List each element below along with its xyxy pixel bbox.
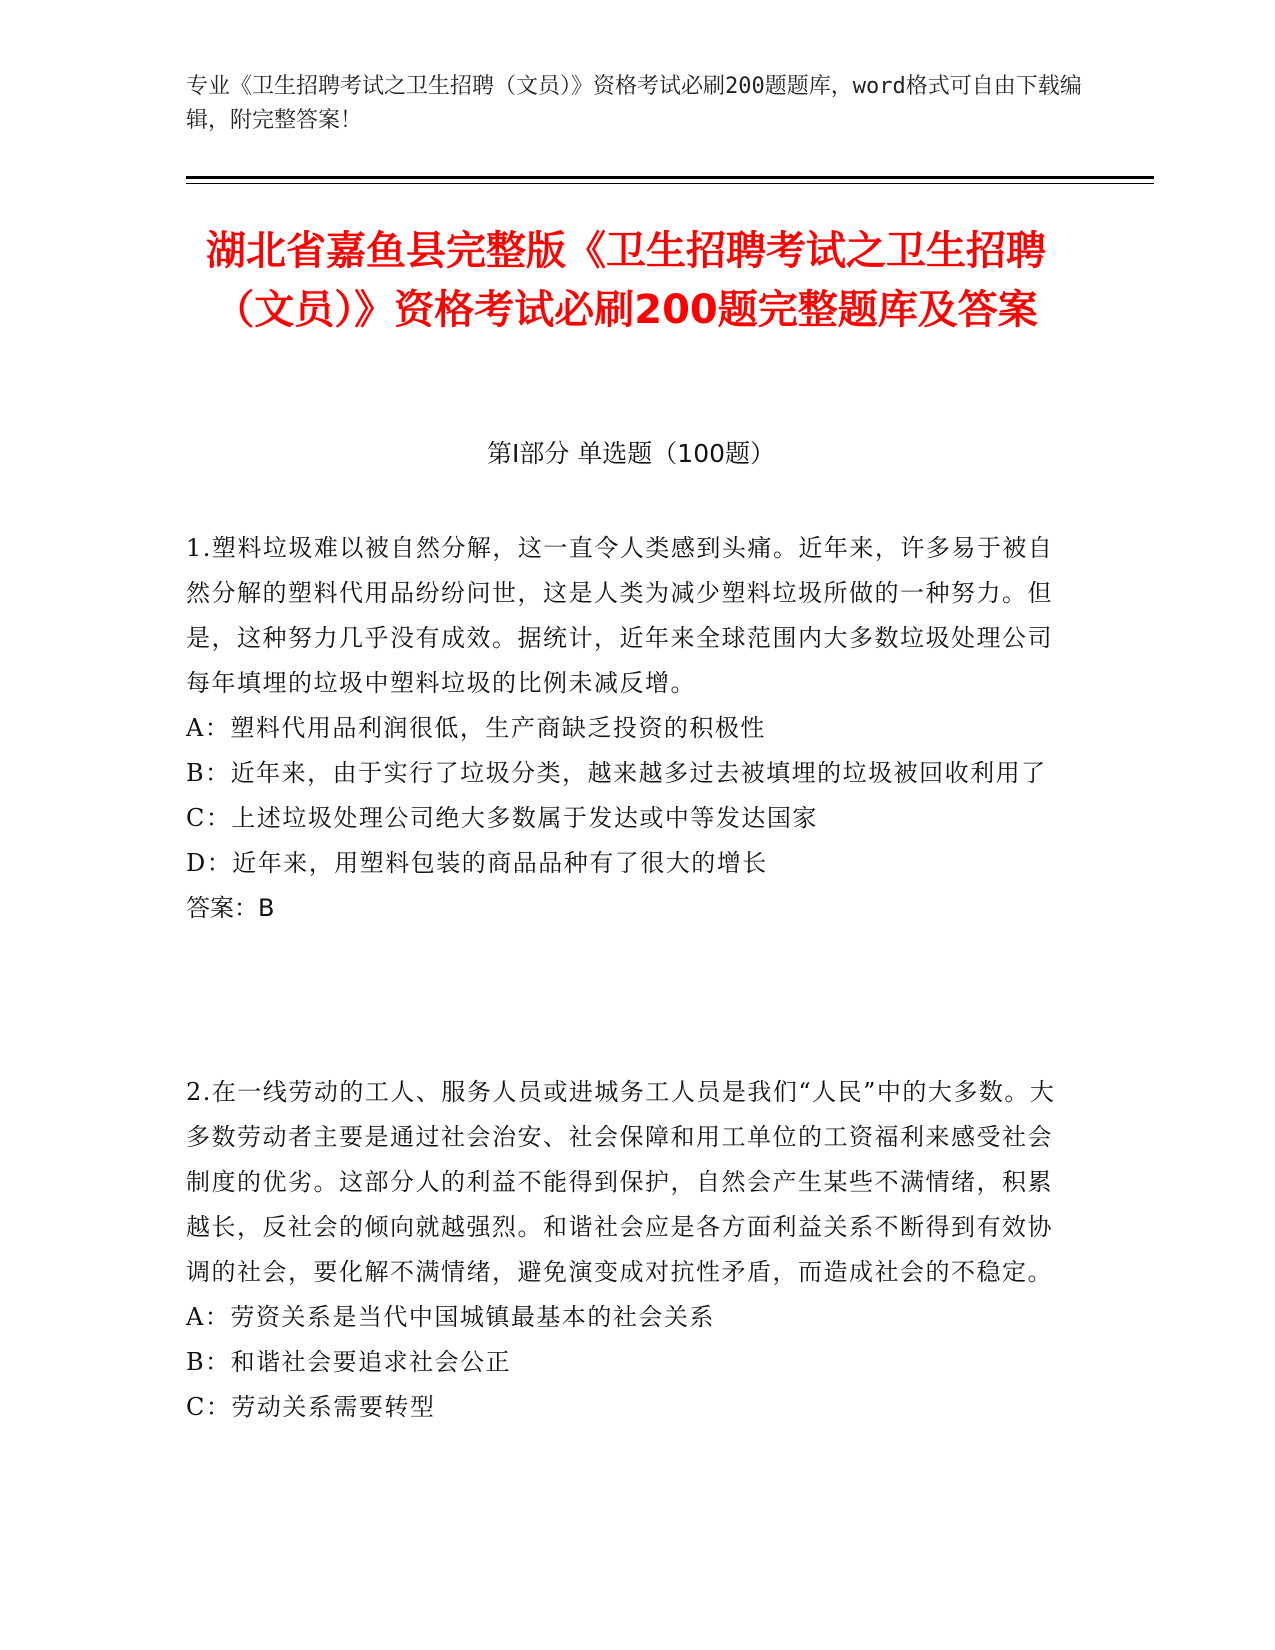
option-d: D：近年来，用塑料包装的商品品种有了很大的增长 [186,849,768,877]
option-b: B：和谐社会要追求社会公正 [186,1348,512,1376]
header-note: 专业《卫生招聘考试之卫生招聘（文员）》资格考试必刷200题题库，word格式可自由下载编辑，附完整答案！ [186,74,1082,133]
header-rule-thick [186,176,1154,179]
option-a: A：塑料代用品利润很低，生产商缺乏投资的积极性 [186,714,766,742]
document-title: 湖北省嘉鱼县完整版《卫生招聘考试之卫生招聘（文员）》资格考试必刷200题完整题库及答案 [206,228,1046,333]
question-2 [186,1070,1076,1430]
option-c: C：上述垃圾处理公司绝大多数属于发达或中等发达国家 [186,804,818,832]
question-stem: 2.在一线劳动的工人、服务人员或进城务工人员是我们“人民”中的大多数。大多数劳动者主要是通过社会治安、社会保障和用工单位的工资福利来感受社会制度的优劣。这部分人的利益不能得到保护，自然会产生某些不满情绪，积累越长，反社会的倾向就越强烈。和谐社会应是各方面利益关系不断得到有效协调的社会，要化解不满情绪，避免演变成对抗性矛盾，而造成社会的不稳定。 [186,1078,1056,1286]
option-b: B：近年来，由于实行了垃圾分类，越来越多过去被填埋的垃圾被回收利用了 [186,759,1047,787]
answer: 答案：B [186,894,275,922]
section-title: 第Ⅰ部分 单选题（100题） [486,439,776,468]
option-c: C：劳动关系需要转型 [186,1393,436,1421]
question-1 [186,526,1076,931]
option-a: A：劳资关系是当代中国城镇最基本的社会关系 [186,1303,715,1331]
question-stem: 1.塑料垃圾难以被自然分解，这一直令人类感到头痛。近年来，许多易于被自然分解的塑料代用品纷纷问世，这是人类为减少塑料垃圾所做的一种努力。但是，这种努力几乎没有成效。据统计，近年来全球范围内大多数垃圾处理公司每年填埋的垃圾中塑料垃圾的比例未减反增。 [186,534,1054,697]
header-rule-thin [186,183,1154,184]
